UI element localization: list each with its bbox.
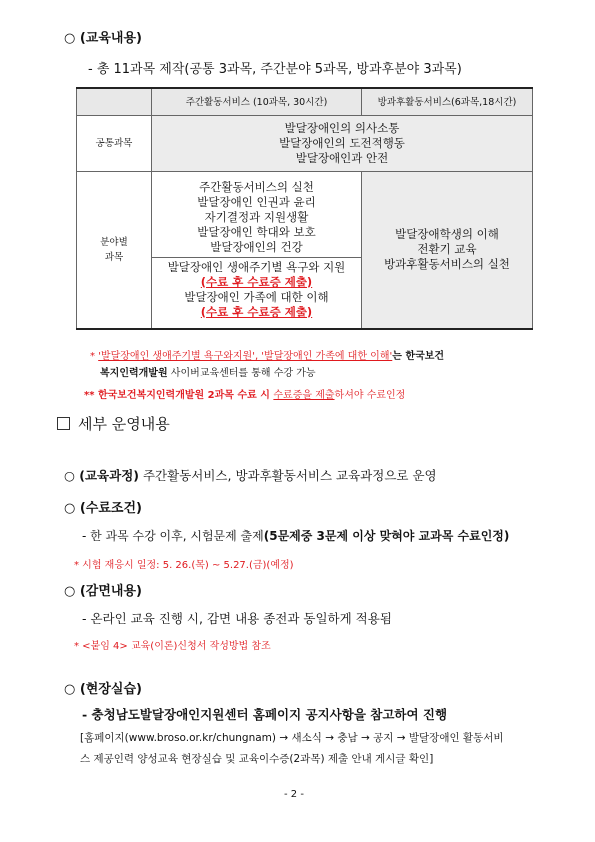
note-1-tail: 는 한국보건 bbox=[392, 351, 445, 362]
common-item: 발달장애인과 안전 bbox=[295, 151, 389, 165]
edu-content-heading: ○ (교육내용) bbox=[64, 31, 142, 46]
day-item: 발달장애인 인권과 윤리 bbox=[197, 194, 316, 209]
day-item: 발달장애인의 건강 bbox=[210, 239, 303, 254]
note-1-rest: 사이버교육센터를 통해 수강 가능 bbox=[167, 368, 316, 379]
common-items bbox=[152, 116, 533, 172]
note-2-b: 하셔야 수료인정 bbox=[334, 390, 406, 401]
note-2-underlined: 수료증을 제출 bbox=[273, 390, 335, 401]
common-item: 발달장애인의 의사소통 bbox=[284, 121, 400, 135]
field-practice-heading: ○ (현장실습) bbox=[64, 682, 142, 697]
field-practice-text: - 충청남도발달장애인지원센터 홈페이지 공지사항을 참고하여 진행 bbox=[82, 707, 448, 722]
page-number: - 2 - bbox=[284, 789, 304, 800]
day-sub-item-1-note: (수료 후 수료증 제출) bbox=[200, 274, 313, 289]
ops-heading-text: 세부 운영내용 bbox=[78, 415, 170, 433]
day-item: 주간활동서비스의 실천 bbox=[199, 179, 314, 194]
after-item: 전환기 교육 bbox=[417, 242, 477, 257]
field-practice-path-line1: [홈페이지(www.broso.or.kr/chungnam) → 새소식 → 충남 → 공지 → 발달장애인 활동서비 bbox=[80, 732, 504, 744]
day-item: 자기결정과 지원생활 bbox=[204, 209, 309, 224]
field-label-line1: 분야별 bbox=[100, 236, 128, 248]
note-1-org: 복지인력개발원 bbox=[100, 368, 168, 379]
course-heading: ○ (교육과정) bbox=[64, 468, 139, 483]
edu-content-summary: - 총 11과목 제작(공통 3과목, 주간분야 5과목, 방과후분야 3과목) bbox=[88, 62, 462, 77]
day-sub-item-2: 발달장애인 가족에 대한 이해 bbox=[184, 289, 329, 304]
checkbox-square-icon bbox=[57, 417, 70, 430]
ops-heading bbox=[57, 413, 170, 434]
common-item: 발달장애인의 도전적행동 bbox=[279, 136, 405, 150]
common-label: 공통과목 bbox=[77, 116, 152, 172]
table-corner-cell bbox=[77, 88, 152, 116]
retest-note: * 시험 재응시 일정: 5. 26.(목) ~ 5.27.(금)(예정) bbox=[74, 560, 294, 571]
completion-line bbox=[82, 527, 509, 544]
after-items bbox=[362, 172, 533, 329]
note-1 bbox=[90, 347, 444, 362]
after-item: 발달장애학생의 이해 bbox=[395, 227, 499, 242]
completion-condition: (5문제중 3문제 이상 맞혀야 교과목 수료인정) bbox=[263, 529, 510, 543]
completion-text: - 한 과목 수강 이후, 시험문제 출제 bbox=[82, 529, 264, 543]
reduction-note: * <붙임 4> 교육(이론)신청서 작성방법 참조 bbox=[74, 641, 271, 652]
curriculum-table bbox=[76, 87, 533, 330]
note-1-line2 bbox=[100, 364, 316, 379]
note-2 bbox=[84, 386, 405, 401]
note-2-a: ** 한국보건복지인력개발원 2과목 수료 시 bbox=[84, 390, 274, 401]
note-1-star: * bbox=[90, 351, 95, 362]
note-1-red: '발달장애인 생애주기별 욕구와지원', '발달장애인 가족에 대한 이해' bbox=[98, 351, 393, 362]
day-sub-item-1: 발달장애인 생애주기별 욕구와 지원 bbox=[167, 259, 346, 274]
after-item: 방과후활동서비스의 실천 bbox=[384, 257, 510, 272]
col-header-after: 방과후활동서비스(6과목,18시간) bbox=[362, 88, 533, 116]
field-practice-path-line2: 스 제공인력 양성교육 현장실습 및 교육이수증(2과목) 제출 안내 게시글 확인] bbox=[80, 753, 434, 765]
day-items bbox=[152, 172, 362, 329]
field-label-line2: 과목 bbox=[104, 251, 124, 263]
course-text: 주간활동서비스, 방과후활동서비스 교육과정으로 운영 bbox=[139, 468, 437, 483]
reduction-heading: ○ (감면내용) bbox=[64, 584, 142, 599]
day-item: 발달장애인 학대와 보호 bbox=[197, 224, 316, 239]
field-label bbox=[77, 172, 152, 329]
day-sub-item-2-note: (수료 후 수료증 제출) bbox=[200, 304, 313, 319]
completion-heading: ○ (수료조건) bbox=[64, 501, 142, 516]
course-line bbox=[64, 466, 437, 484]
col-header-day: 주간활동서비스 (10과목, 30시간) bbox=[152, 88, 362, 116]
reduction-text: - 온라인 교육 진행 시, 감면 내용 종전과 동일하게 적용됨 bbox=[82, 611, 392, 626]
